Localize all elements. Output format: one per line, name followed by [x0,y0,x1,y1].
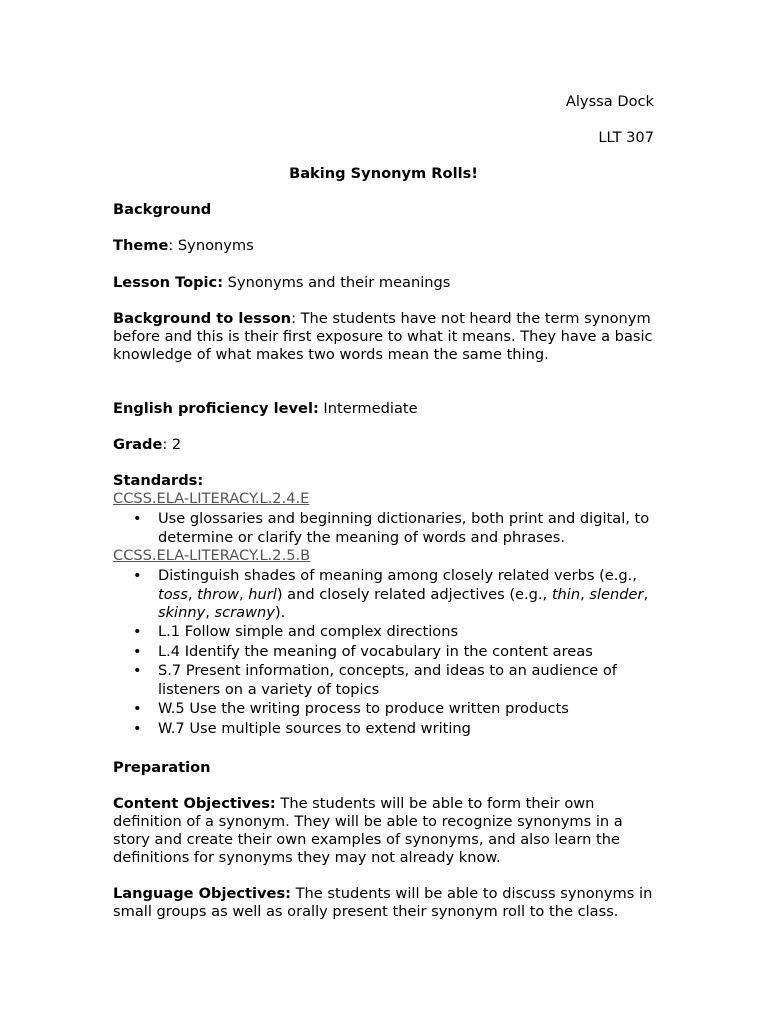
list-item: • W.5 Use the writing process to produce written products [133,700,569,717]
list-item: • Distinguish shades of meaning among closely related verbs (e.g., toss, throw, hurl) and closely related adjectives (e.g., thin, slender, skinny, scrawny). [133,567,649,621]
bullet-icon: • [133,623,142,640]
standards-heading: Standards: [113,472,204,489]
document-title: Baking Synonym Rolls! [289,165,478,182]
language-objectives-paragraph: Language Objectives: The students will be able to discuss synonyms in small groups as well as orally present their synonym roll to the class. [113,885,653,920]
bullet-icon: • [133,567,142,584]
content-objectives-paragraph: Content Objectives: The students will be able to form their own definition of a synonym. They will be able to recognize synonyms in a story and create their own examples of synonyms, and also learn the definitions for synonyms they may not already know. [113,795,623,866]
list-item: • L.1 Follow simple and complex directions [133,623,459,640]
bullet-icon: • [133,510,142,527]
author-name: Alyssa Dock [565,93,654,110]
english-proficiency-line: English proficiency level: Intermediate [113,400,418,417]
standard-link-l25b[interactable]: CCSS.ELA-LITERACY.L.2.5.B [113,547,311,564]
list-item: • L.4 Identify the meaning of vocabulary in the content areas [133,642,593,660]
theme-line: Theme: Synonyms [113,237,254,254]
section-heading-background: Background [113,201,212,218]
bullet-icon: • [133,719,142,737]
list-item: • Use glossaries and beginning dictionaries, both print and digital, to determine or clarify the meaning of words and phrases. [133,510,650,546]
bullet-icon: • [133,642,142,660]
background-to-lesson-paragraph: Background to lesson: The students have not heard the term synonym before and this is their first exposure to what it means. They have a basic knowledge of what makes two words mean the same thing. [113,310,653,363]
list-item: • W.7 Use multiple sources to extend writing [133,719,471,737]
bullet-icon: • [133,662,142,679]
standard-link-l245e[interactable]: CCSS.ELA-LITERACY.L.2.4.E [113,490,310,507]
list-item: • S.7 Present information, concepts, and ideas to an audience of listeners on a variety of topics [133,662,617,698]
grade-line: Grade: 2 [113,436,182,453]
standard-2-list [113,567,658,623]
bullet-icon: • [133,700,142,717]
standard-1-list [113,510,658,547]
course-code: LLT 307 [598,129,654,146]
lesson-topic-line: Lesson Topic: Synonyms and their meanings [113,274,451,291]
standards-other-list [113,623,658,738]
section-heading-preparation: Preparation [113,759,211,776]
